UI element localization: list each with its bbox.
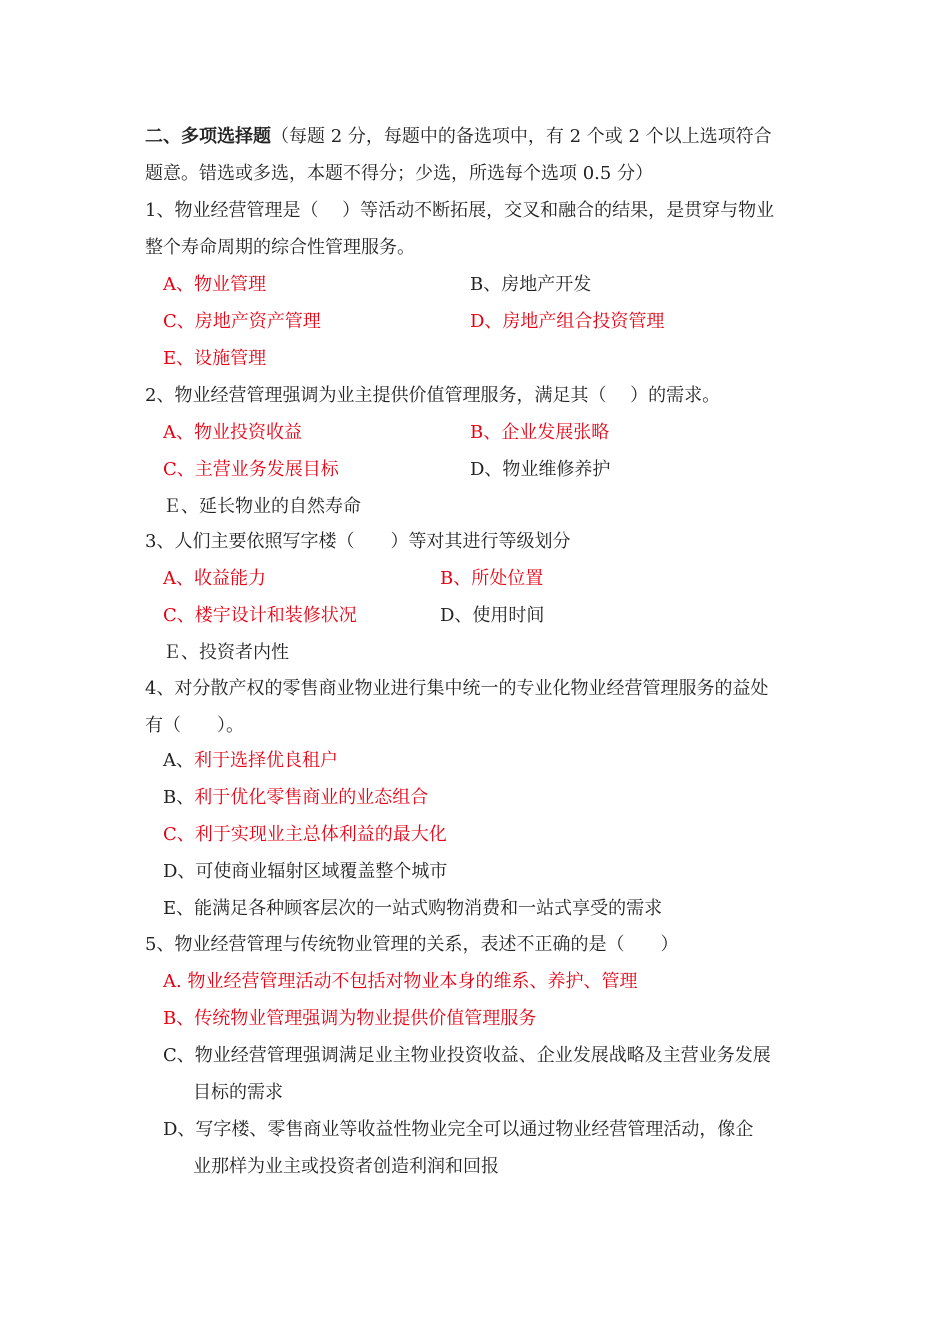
question-4-option-a-prefix: A、: [163, 750, 194, 771]
question-1-option-a: A、物业管理: [163, 274, 266, 295]
question-1-stem-continued: 整个寿命周期的综合性管理服务。: [145, 237, 415, 258]
question-4-option-d: D、可使商业辐射区域覆盖整个城市: [163, 861, 448, 882]
question-3-stem: 3、人们主要依照写字楼（ ）等对其进行等级划分: [145, 531, 571, 552]
question-4-option-b: [163, 786, 428, 810]
question-4-option-e: E、能满足各种顾客层次的一站式购物消费和一站式享受的需求: [163, 898, 663, 919]
question-2-stem: 2、物业经营管理强调为业主提供价值管理服务，满足其（ ）的需求。: [145, 385, 721, 406]
question-4-stem-continued: 有（ ）。: [145, 715, 244, 736]
section-header: [145, 125, 772, 149]
question-2-option-d: D、物业维修养护: [470, 459, 611, 480]
question-1-option-c: C、房地产资产管理: [163, 311, 321, 332]
question-3-option-c: C、楼宇设计和装修状况: [163, 605, 357, 626]
question-4-option-c: C、利于实现业主总体利益的最大化: [163, 824, 447, 845]
question-2-option-a: A、物业投资收益: [163, 422, 302, 443]
question-2-option-b: B、企业发展张略: [470, 422, 610, 443]
question-2-option-e: Ｅ、延长物业的自然寿命: [163, 496, 361, 517]
question-3-option-e: Ｅ、投资者内性: [163, 642, 289, 663]
question-4-option-a: [163, 749, 338, 773]
question-1-option-e: E、设施管理: [163, 348, 267, 369]
question-5-option-c-continued: 目标的需求: [193, 1082, 283, 1103]
question-1-stem: 1、物业经营管理是（ ）等活动不断拓展，交叉和融合的结果，是贯穿与物业: [145, 200, 775, 221]
question-5-option-b: B、传统物业管理强调为物业提供价值管理服务: [163, 1008, 537, 1029]
question-3-option-a: A、收益能力: [163, 568, 266, 589]
question-4-option-b-prefix: B、: [163, 787, 195, 808]
question-5-option-d-continued: 业那样为业主或投资者创造利润和回报: [193, 1156, 499, 1177]
question-5-option-d: D、写字楼、零售商业等收益性物业完全可以通过物业经营管理活动，像企: [163, 1119, 754, 1140]
question-4-option-b-text: 利于优化零售商业的业态组合: [194, 787, 429, 808]
question-1-option-d: D、房地产组合投资管理: [470, 311, 665, 332]
question-2-option-c: C、主营业务发展目标: [163, 459, 339, 480]
section-note: （每题 2 分，每题中的备选项中，有 2 个或 2 个以上选项符合: [271, 126, 772, 147]
question-5-stem: 5、物业经营管理与传统物业管理的关系，表述不正确的是（ ）: [145, 934, 679, 955]
question-4-option-a-text: 利于选择优良租户: [194, 750, 338, 771]
question-4-stem: 4、对分散产权的零售商业物业进行集中统一的专业化物业经营管理服务的益处: [145, 678, 769, 699]
question-3-option-b: B、所处位置: [440, 568, 544, 589]
section-note-continued: 题意。错选或多选，本题不得分；少选，所选每个选项 0.5 分）: [145, 163, 654, 184]
question-5-option-c: C、物业经营管理强调满足业主物业投资收益、企业发展战略及主营业务发展: [163, 1045, 771, 1066]
section-heading: 二、多项选择题: [145, 126, 271, 147]
question-1-option-b: B、房地产开发: [470, 274, 592, 295]
question-5-option-a: A. 物业经营管理活动不包括对物业本身的维系、养护、管理: [163, 971, 638, 992]
question-3-option-d: D、使用时间: [440, 605, 545, 626]
